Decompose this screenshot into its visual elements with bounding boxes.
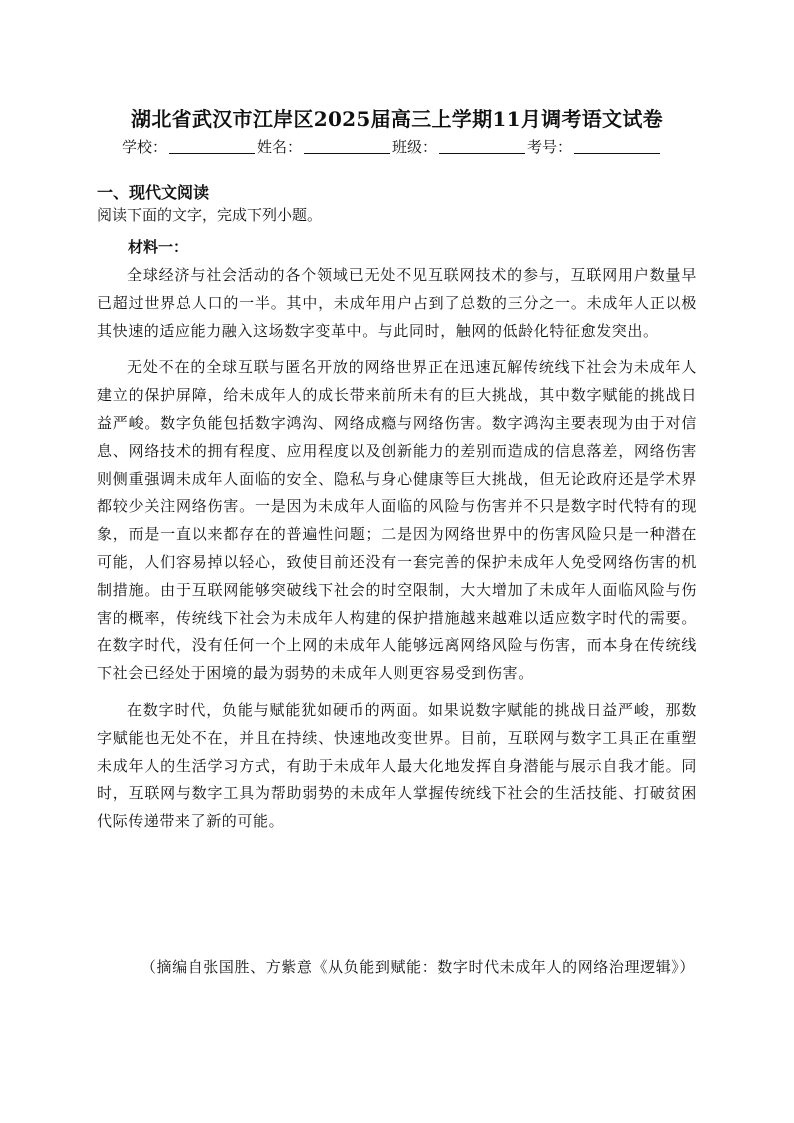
class-label: 班级： bbox=[392, 138, 438, 156]
article-paragraph: 无处不在的全球互联与匿名开放的网络世界正在迅速瓦解传统线下社会为未成年人建立的保护屏障，给未成年人的成长带来前所未有的巨大挑战，其中数字赋能的挑战日益严峻。数字负能包括数字鸿沟、网络成瘾与网络伤害。数字鸿沟主要表现为由于对信息、网络技术的拥有程度、应用程度以及创新能力的差别而造成的信息落差，网络伤害则侧重强调未成年人面临的安全、隐私与身心健康等巨大挑战，但无论政府还是学术界都较少关注网络伤害。一是因为未成年人面临的风险与伤害并不只是数字时代特有的现象，而是一直以来都存在的普遍性问题；二是因为网络世界中的伤害风险只是一种潜在可能，人们容易掉以轻心，致使目前还没有一套完善的保护未成年人免受网络伤害的机制措施。由于互联网能够突破线下社会的时空限制，大大增加了未成年人面临风险与伤害的概率，传统线下社会为未成年人构建的保护措施越来越难以适应数字时代的需要。在数字时代，没有任何一个上网的未成年人能够远离网络风险与伤害，而本身在传统线下社会已经处于困境的最为弱势的未成年人则更容易受到伤害。 bbox=[97, 358, 697, 683]
number-blank[interactable] bbox=[574, 139, 660, 154]
school-label: 学校： bbox=[122, 138, 168, 156]
school-blank[interactable] bbox=[169, 139, 255, 154]
class-blank[interactable] bbox=[439, 139, 525, 154]
article-body bbox=[97, 262, 697, 845]
source-citation: （摘编自张国胜、方紫意《从负能到赋能：数字时代未成年人的网络治理逻辑》） bbox=[140, 958, 695, 976]
article-paragraph: 在数字时代，负能与赋能犹如硬币的两面。如果说数字赋能的挑战日益严峻，那数字赋能也无处不在，并且在持续、快速地改变世界。目前，互联网与数字工具正在重塑未成年人的生活学习方式，有助于未成年人最大化地发挥自身潜能与展示自我才能。同时，互联网与数字工具为帮助弱势的未成年人掌握传统线下社会的生活技能、打破贫困代际传递带来了新的可能。 bbox=[97, 700, 697, 831]
name-blank[interactable] bbox=[304, 139, 390, 154]
instruction-text: 阅读下面的文字，完成下列小题。 bbox=[97, 206, 323, 224]
section-heading: 一、现代文阅读 bbox=[97, 183, 210, 202]
name-label: 姓名： bbox=[257, 138, 303, 156]
number-label: 考号： bbox=[527, 138, 573, 156]
student-info-fields bbox=[122, 136, 682, 157]
material-label: 材料一： bbox=[128, 238, 189, 256]
exam-title: 湖北省武汉市江岸区2025届高三上学期11月调考语文试卷 bbox=[131, 107, 663, 131]
article-paragraph: 全球经济与社会活动的各个领域已无处不见互联网技术的参与，互联网用户数量早已超过世界总人口的一半。其中，未成年用户占到了总数的三分之一。未成年人正以极其快速的适应能力融入这场数字变革中。与此同时，触网的低龄化特征愈发突出。 bbox=[97, 266, 697, 340]
